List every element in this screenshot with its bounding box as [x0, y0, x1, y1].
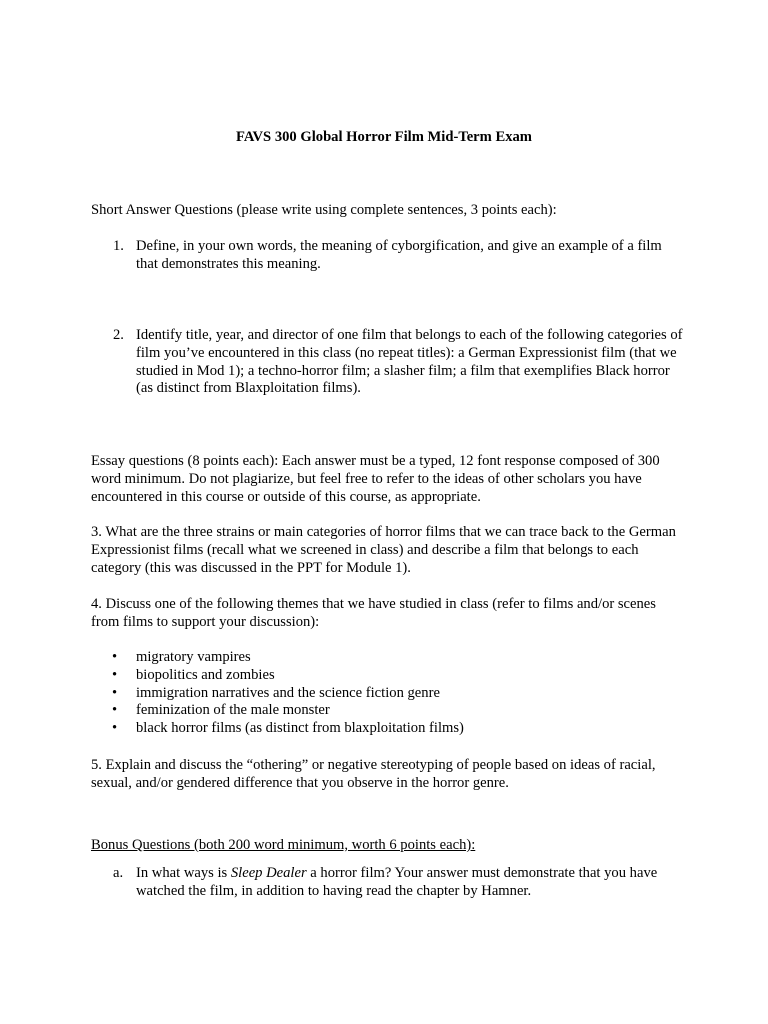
- list-item: [91, 685, 687, 703]
- theme-text: biopolitics and zombies: [136, 666, 275, 683]
- theme-text: migratory vampires: [136, 649, 251, 665]
- question-text-part: In what ways is: [136, 865, 231, 881]
- theme-list: [91, 649, 687, 738]
- question-1: [91, 238, 687, 274]
- list-item: [91, 702, 687, 720]
- question-text-part: a horror film? Your answer must demonstrate that you have watched the film, in addition to having read the chapter by Hamner.: [136, 865, 658, 899]
- bullet-icon: •: [112, 720, 118, 737]
- essay-instructions: Essay questions (8 points each): Each answer must be a typed, 12 font response composed of 300 word minimum. Do not plagiarize, but feel free to refer to the ideas of other scholars you have encountered in this course or outside of this course, as appropriate.: [91, 453, 660, 505]
- bonus-question-a: [91, 865, 687, 901]
- bullet-icon: •: [112, 649, 118, 665]
- list-item: [91, 720, 687, 738]
- bullet-icon: •: [112, 666, 118, 683]
- question-number: 1.: [113, 238, 124, 254]
- question-3: 3. What are the three strains or main categories of horror films that we can trace back to the German Expressionist films (recall what we screened in class) and describe a film that belongs to each category (this was discussed in the PPT for Module 1).: [91, 524, 676, 576]
- question-letter: a.: [113, 865, 124, 881]
- short-answer-heading: Short Answer Questions (please write using complete sentences, 3 points each):: [91, 202, 557, 218]
- bullet-icon: •: [112, 684, 118, 701]
- question-2: [91, 327, 687, 398]
- list-item: [91, 667, 687, 685]
- page-title: FAVS 300 Global Horror Film Mid-Term Exam: [236, 129, 532, 145]
- film-title: Sleep Dealer: [230, 865, 307, 881]
- bullet-icon: •: [112, 702, 118, 719]
- question-4: 4. Discuss one of the following themes that we have studied in class (refer to films and/or scenes from films to support your discussion):: [91, 596, 656, 630]
- question-text: Identify title, year, and director of one film that belongs to each of the following categories of film you’ve encountered in this class (no repeat titles): a German Expressionist film (that we studied in Mod 1); a techno-horror film; a slasher film; a film that exemplifies Black horror (as distinct from Blaxploitation films).: [136, 327, 683, 397]
- question-5: 5. Explain and discuss the “othering” or negative stereotyping of people based on ideas of racial, sexual, and/or gendered difference that you observe in the horror genre.: [91, 757, 656, 791]
- question-text: Define, in your own words, the meaning of cyborgification, and give an example of a film that demonstrates this meaning.: [136, 238, 662, 272]
- question-number: 2.: [113, 327, 124, 343]
- theme-text: immigration narratives and the science fiction genre: [136, 684, 440, 701]
- theme-text: feminization of the male monster: [136, 702, 330, 719]
- theme-text: black horror films (as distinct from blaxploitation films): [136, 720, 464, 737]
- list-item: [91, 649, 687, 667]
- bonus-heading: Bonus Questions (both 200 word minimum, worth 6 points each):: [91, 837, 476, 853]
- question-text: [136, 865, 687, 901]
